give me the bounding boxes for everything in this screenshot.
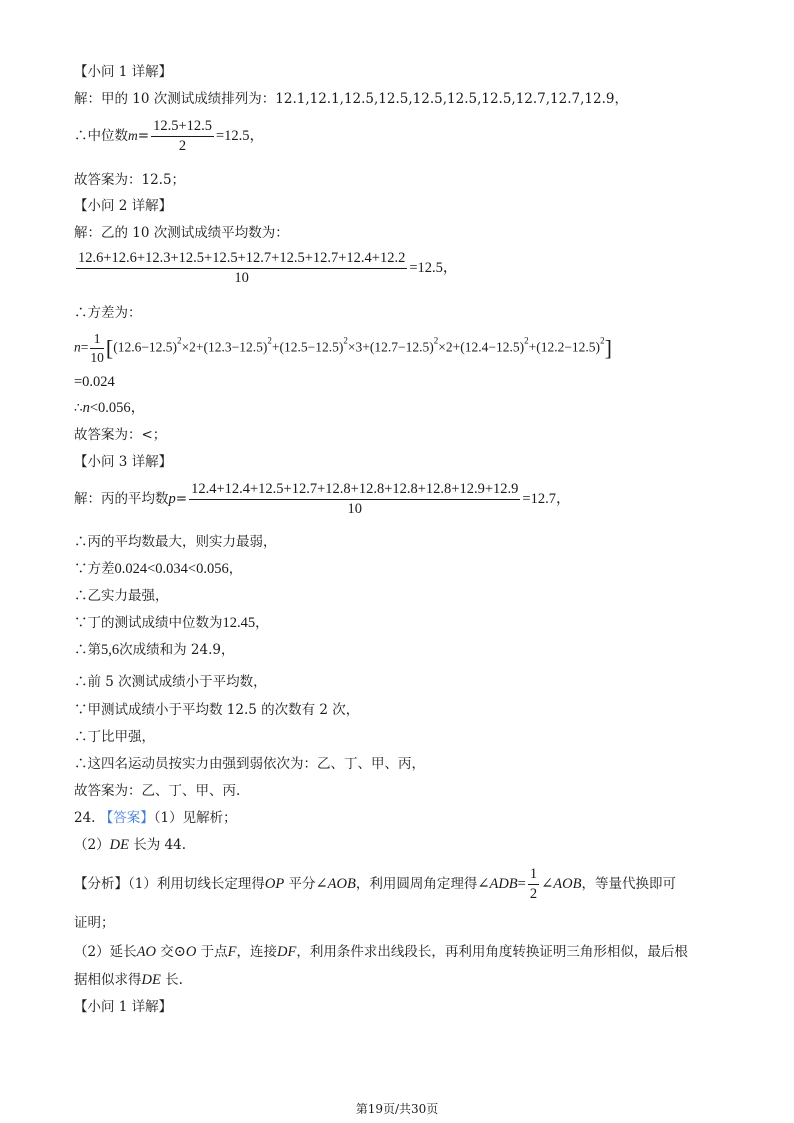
angle-adb: ∠ADB bbox=[477, 876, 518, 892]
op: ×3+ bbox=[347, 339, 370, 355]
q24-analysis-1 bbox=[74, 866, 676, 903]
q3-line7: ∵甲测试成绩小于平均数 12.5 的次数有 2 次， bbox=[74, 702, 360, 718]
text: （1）利用切线长定理得 bbox=[128, 876, 265, 892]
op: ×2+ bbox=[438, 339, 461, 355]
text: （2）延长 bbox=[74, 944, 137, 960]
text: 长为 44. bbox=[133, 837, 186, 853]
q2-line1: 解：乙的 10 次测试成绩平均数为： bbox=[74, 225, 289, 241]
sup: 2 bbox=[600, 335, 605, 346]
q3-mean bbox=[74, 481, 570, 518]
text: ∴中位数 bbox=[74, 128, 128, 144]
op: + bbox=[528, 339, 537, 355]
result: =12.5， bbox=[216, 128, 265, 144]
numerator: 12.5+12.5 bbox=[151, 118, 214, 137]
q3-line2 bbox=[74, 559, 242, 579]
q2-compare bbox=[74, 398, 145, 418]
denominator: 10 bbox=[90, 350, 104, 365]
text: ， bbox=[228, 561, 243, 577]
angle-aob: ∠AOB bbox=[541, 876, 582, 892]
text: ， bbox=[255, 615, 269, 631]
denominator: 10 bbox=[347, 501, 362, 517]
math: 5,6 bbox=[101, 642, 120, 658]
sup: 2 bbox=[343, 335, 348, 346]
therefore: ∴ bbox=[74, 400, 83, 416]
op: ×2+ bbox=[181, 339, 204, 355]
text: ，利用条件求出线段长，再利用角度转换证明三角形相似，最后根 bbox=[296, 944, 688, 960]
q2-var-label: ∴方差为： bbox=[74, 305, 142, 321]
var-n: n bbox=[74, 339, 81, 355]
var-de: DE bbox=[141, 972, 161, 988]
term4: (12.7−12.5) bbox=[369, 339, 434, 355]
q1-median bbox=[74, 118, 264, 155]
text: 次成绩和为 24.9， bbox=[119, 642, 235, 658]
numerator: 12.4+12.4+12.5+12.7+12.8+12.8+12.8+12.8+12.9+12.9 bbox=[189, 481, 520, 500]
q2-variance bbox=[74, 331, 612, 366]
q3-answer: 故答案为：乙、丁、甲、丙. bbox=[74, 783, 241, 799]
text: 据相似求得 bbox=[74, 972, 142, 988]
question-number: 24. bbox=[74, 810, 96, 826]
q1-line1: 解：甲的 10 次测试成绩排列为：12.1,12.1,12.5,12.5,12.5,12.5,12.5,12.7,12.7,12.9， bbox=[74, 91, 628, 107]
median-fraction bbox=[151, 118, 214, 155]
q1-header: 【小问 1 详解】 bbox=[74, 64, 173, 80]
math: 0.024<0.034<0.056 bbox=[114, 561, 229, 577]
angle-aob: ∠AOB bbox=[315, 876, 356, 892]
sup: 2 bbox=[433, 335, 439, 346]
result: =12.7， bbox=[522, 491, 571, 507]
tenth-fraction bbox=[90, 331, 104, 366]
q24-analysis-2b bbox=[74, 970, 183, 990]
text: ，连接 bbox=[236, 944, 278, 960]
q24-analysis-1b: 证明； bbox=[74, 915, 115, 931]
text: ∴第 bbox=[74, 642, 101, 658]
sup: 2 bbox=[177, 335, 182, 346]
right-bracket: ] bbox=[604, 335, 612, 361]
text: 长. bbox=[165, 972, 183, 988]
sup: 2 bbox=[524, 335, 529, 346]
q3-line3: ∴乙实力最强， bbox=[74, 588, 169, 604]
q24-answer-line bbox=[74, 808, 237, 828]
answer-tag: 【答案】 bbox=[99, 810, 154, 826]
q2-answer: 故答案为：<； bbox=[74, 427, 167, 443]
denominator: 10 bbox=[234, 270, 249, 286]
text: ∵方差 bbox=[74, 561, 115, 577]
mean-fraction bbox=[76, 250, 407, 287]
var-op: OP bbox=[264, 876, 285, 892]
answer-1: （1）见解析； bbox=[153, 810, 237, 826]
q3-line5 bbox=[74, 640, 234, 660]
text: ∵丁的测试成绩中位数为 bbox=[74, 615, 223, 631]
left-bracket: [ bbox=[105, 335, 114, 361]
text: 于点 bbox=[200, 944, 228, 960]
numerator: 1 bbox=[90, 331, 104, 349]
denominator: 2 bbox=[178, 138, 187, 154]
numerator: 12.6+12.6+12.3+12.5+12.5+12.7+12.5+12.7+12.4+12.2 bbox=[76, 250, 407, 269]
half-fraction bbox=[528, 866, 539, 903]
q24-analysis-2 bbox=[74, 942, 688, 962]
var-f: F bbox=[227, 944, 237, 960]
text: ，等量代换即可 bbox=[581, 876, 676, 892]
math: 12.45 bbox=[222, 615, 256, 631]
term5: (12.4−12.5) bbox=[460, 339, 525, 355]
numerator: 1 bbox=[528, 866, 539, 885]
q24-sub-header: 【小问 1 详解】 bbox=[74, 999, 173, 1015]
q3-line1: ∴丙的平均数最大，则实力最弱， bbox=[74, 534, 277, 550]
q2-var-result: =0.024 bbox=[74, 374, 115, 390]
rest: <0.056， bbox=[89, 400, 146, 416]
text: （2） bbox=[74, 837, 110, 853]
mean-fraction bbox=[189, 481, 520, 518]
q2-header: 【小问 2 详解】 bbox=[74, 198, 173, 214]
text: 解：丙的平均数 bbox=[74, 491, 169, 507]
var-p: p bbox=[168, 491, 176, 507]
var-n: n bbox=[82, 400, 90, 416]
var-df: DF bbox=[277, 944, 297, 960]
q3-line4 bbox=[74, 613, 269, 633]
op: + bbox=[271, 339, 280, 355]
eq: = bbox=[175, 491, 188, 507]
var-ao: AO bbox=[136, 944, 156, 960]
q24-answer-2 bbox=[74, 835, 186, 855]
q2-mean bbox=[74, 250, 457, 287]
q3-header: 【小问 3 详解】 bbox=[74, 454, 173, 470]
text: 交 bbox=[160, 944, 174, 960]
text: 平分 bbox=[288, 876, 316, 892]
term3: (12.5−12.5) bbox=[279, 339, 344, 355]
page-footer: 第19页/共30页 bbox=[355, 1102, 439, 1116]
term2: (12.3−12.5) bbox=[203, 339, 268, 355]
term6: (12.2−12.5) bbox=[536, 339, 601, 355]
term1: (12.6−12.5) bbox=[113, 339, 178, 355]
q3-line9: ∴这四名运动员按实力由强到弱依次为：乙、丁、甲、丙， bbox=[74, 756, 425, 772]
eq: = bbox=[517, 876, 526, 892]
result: =12.5， bbox=[409, 260, 458, 276]
q3-line8: ∴丁比甲强， bbox=[74, 729, 155, 745]
eq: = bbox=[137, 128, 150, 144]
q3-line6: ∴前 5 次测试成绩小于平均数， bbox=[74, 674, 267, 690]
text: ，利用圆周角定理得 bbox=[355, 876, 478, 892]
sup: 2 bbox=[267, 335, 272, 346]
var-m: m bbox=[128, 128, 138, 143]
circle-o: ⊙O bbox=[173, 944, 197, 960]
q1-answer: 故答案为：12.5； bbox=[74, 172, 186, 188]
denominator: 2 bbox=[529, 886, 538, 902]
var-de: DE bbox=[109, 837, 129, 853]
analysis-tag: 【分析】 bbox=[74, 876, 128, 892]
eq: = bbox=[80, 339, 89, 355]
